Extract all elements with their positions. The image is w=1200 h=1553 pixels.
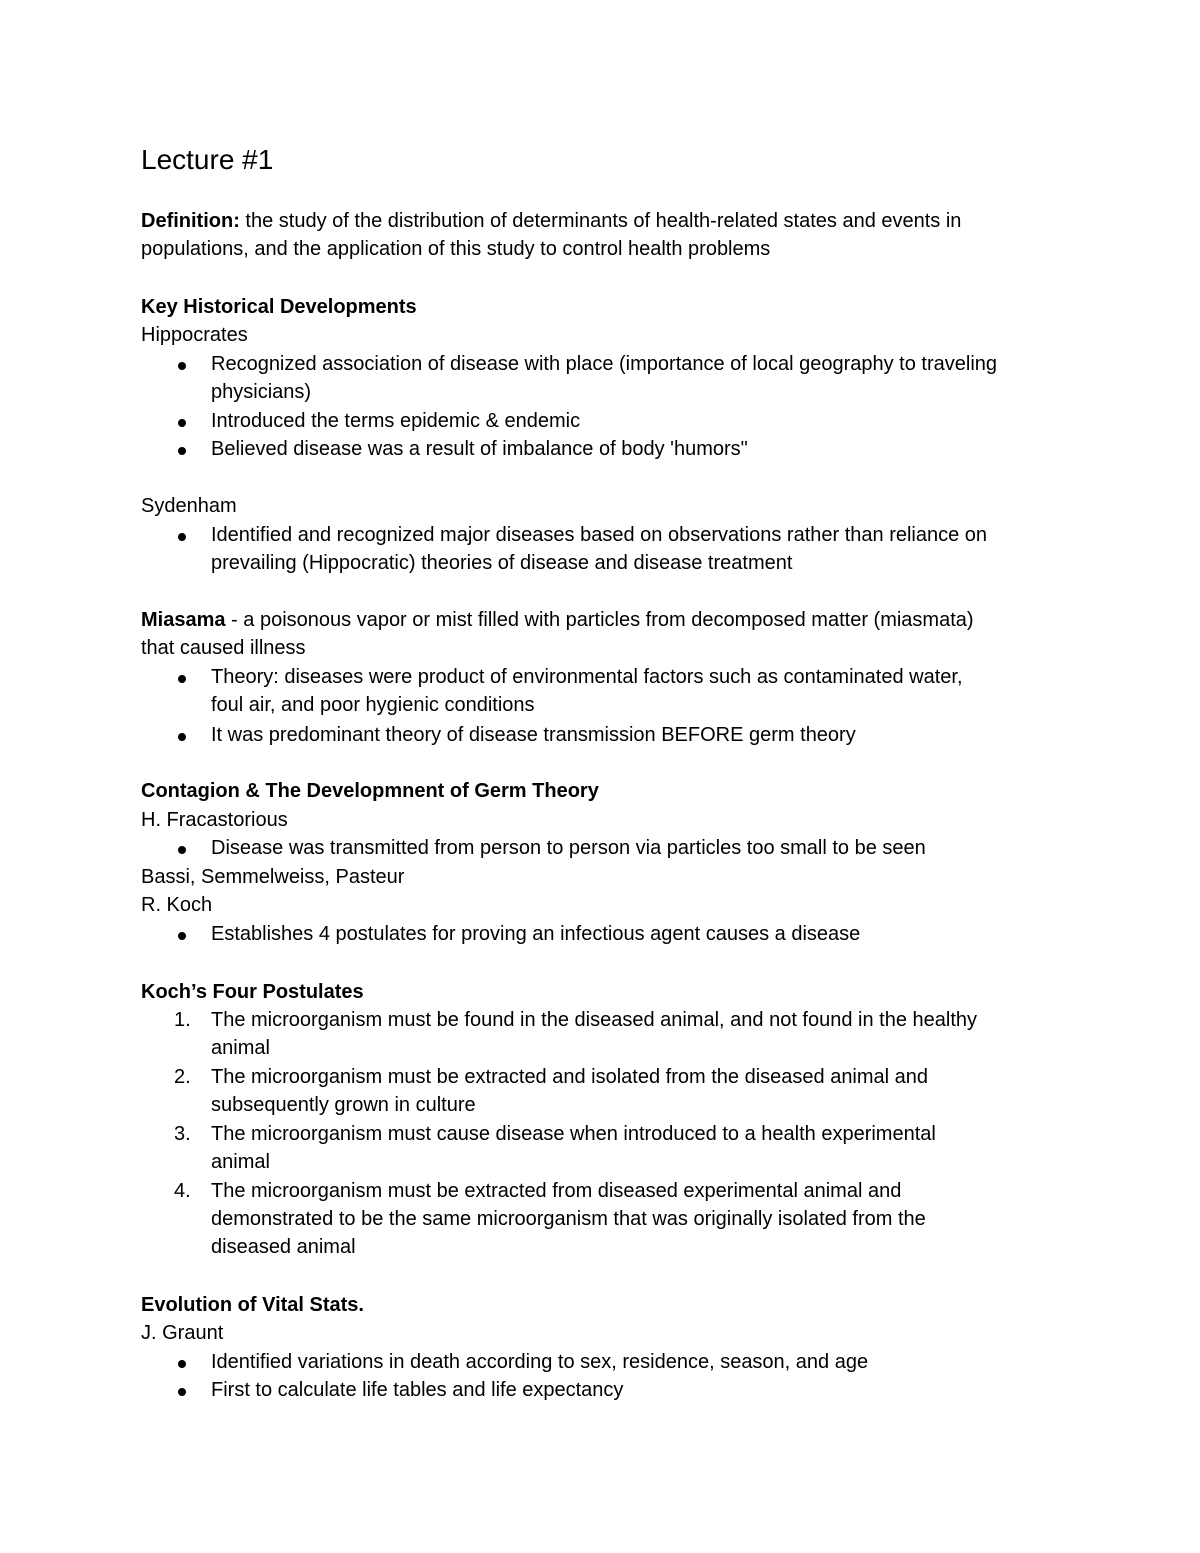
bullet-icon (178, 846, 186, 854)
bullet-icon (178, 1360, 186, 1368)
hippocrates-bullet-2: Introduced the terms epidemic & endemic (211, 410, 581, 432)
person-graunt: J. Graunt (141, 1322, 224, 1344)
bullet-icon (178, 362, 186, 370)
postulate-1-line-2: animal (211, 1037, 270, 1059)
miasma-line-2: that caused illness (141, 637, 306, 659)
sydenham-bullet-1-line-2: prevailing (Hippocratic) theories of disease and disease treatment (211, 552, 793, 574)
postulate-1-line-1: The microorganism must be found in the diseased animal, and not found in the healthy (211, 1009, 978, 1031)
sydenham-bullet-1-line-1: Identified and recognized major diseases based on observations rather than reliance on (211, 524, 988, 546)
postulate-2-line-2: subsequently grown in culture (211, 1094, 476, 1116)
bullet-icon (178, 1388, 186, 1396)
postulate-4-line-1: The microorganism must be extracted from diseased experimental animal and (211, 1180, 902, 1202)
definition-label: Definition: (141, 210, 240, 232)
person-sydenham: Sydenham (141, 495, 237, 517)
miasma-text: - a poisonous vapor or mist filled with particles from decomposed matter (miasmata) (225, 609, 974, 631)
miasma-bullet-1-line-1: Theory: diseases were product of environmental factors such as contaminated water, (211, 666, 963, 688)
list-number: 3. (174, 1123, 191, 1145)
definition-line-2: populations, and the application of this study to control health problems (141, 238, 771, 260)
graunt-bullet-2: First to calculate life tables and life expectancy (211, 1379, 624, 1401)
person-fracastorious: H. Fracastorious (141, 809, 288, 831)
postulate-2-line-1: The microorganism must be extracted and isolated from the diseased animal and (211, 1066, 929, 1088)
section-heading-germ-theory: Contagion & The Developmnent of Germ Theory (141, 780, 599, 802)
postulate-3-line-1: The microorganism must cause disease when introduced to a health experimental (211, 1123, 936, 1145)
section-heading-postulates: Koch’s Four Postulates (141, 981, 364, 1003)
miasma-bullet-1-line-2: foul air, and poor hygienic conditions (211, 694, 535, 716)
list-number: 4. (174, 1180, 191, 1202)
hippocrates-bullet-3: Believed disease was a result of imbalance of body 'humors" (211, 438, 748, 460)
person-hippocrates: Hippocrates (141, 324, 248, 346)
miasma-bullet-2: It was predominant theory of disease transmission BEFORE germ theory (211, 724, 856, 746)
miasma-line-1 (141, 606, 974, 635)
hippocrates-bullet-1-line-1: Recognized association of disease with place (importance of local geography to traveling (211, 353, 998, 375)
bullet-icon (178, 733, 186, 741)
page-title: Lecture #1 (141, 144, 274, 175)
definition-line-1 (141, 207, 961, 236)
graunt-bullet-1: Identified variations in death according to sex, residence, season, and age (211, 1351, 869, 1373)
postulate-4-line-3: diseased animal (211, 1236, 356, 1258)
postulate-4-line-2: demonstrated to be the same microorganism that was originally isolated from the (211, 1208, 926, 1230)
miasma-label: Miasama (141, 609, 226, 631)
section-heading-vital-stats: Evolution of Vital Stats. (141, 1294, 364, 1316)
list-number: 1. (174, 1009, 191, 1031)
fracastorious-bullet-1: Disease was transmitted from person to person via particles too small to be seen (211, 837, 926, 859)
bullet-icon (178, 447, 186, 455)
person-bassi-semmelweiss-pasteur: Bassi, Semmelweiss, Pasteur (141, 866, 405, 888)
definition-text: the study of the distribution of determinants of health-related states and events in (239, 210, 962, 232)
postulate-3-line-2: animal (211, 1151, 270, 1173)
bullet-icon (178, 533, 186, 541)
hippocrates-bullet-1-line-2: physicians) (211, 381, 312, 403)
bullet-icon (178, 932, 186, 940)
section-heading-historical: Key Historical Developments (141, 296, 417, 318)
koch-bullet-1: Establishes 4 postulates for proving an infectious agent causes a disease (211, 923, 861, 945)
bullet-icon (178, 419, 186, 427)
bullet-icon (178, 675, 186, 683)
person-koch: R. Koch (141, 894, 213, 916)
list-number: 2. (174, 1066, 191, 1088)
